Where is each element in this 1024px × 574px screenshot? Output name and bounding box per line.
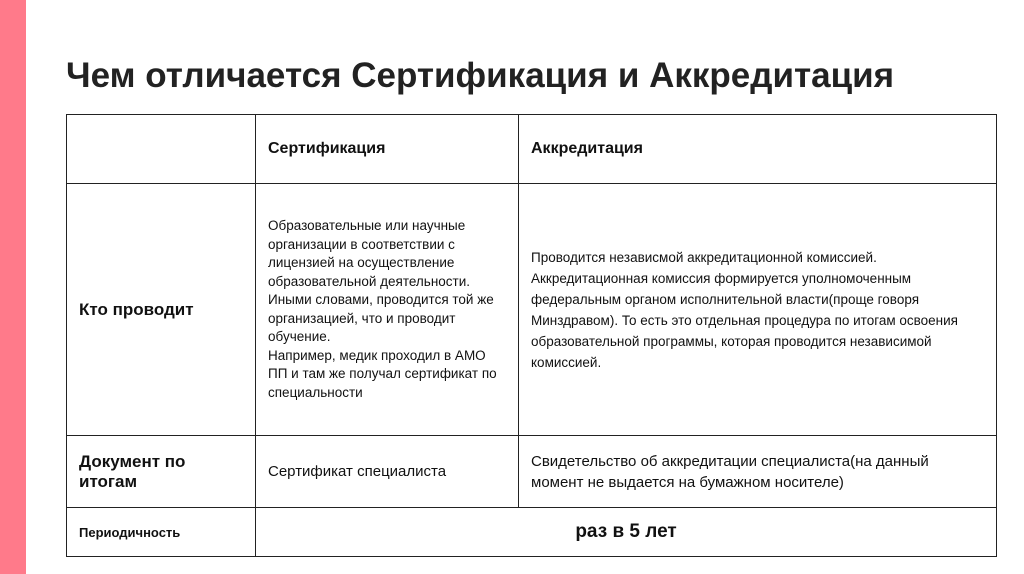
table-row [67, 436, 997, 508]
header-accreditation: Аккредитация [519, 115, 997, 184]
cell-accreditation: Свидетельство об аккредитации специалиста(на данный момент не выдается на бумажном носителе) [519, 436, 997, 508]
comparison-table [66, 114, 997, 557]
cell-text: Иными словами, проводится той же организацией, что и проводит обучение. [268, 292, 494, 344]
header-empty [67, 115, 256, 184]
row-label: Периодичность [67, 508, 256, 557]
table-header-row [67, 115, 997, 184]
cell-certification [256, 184, 519, 436]
header-certification: Сертификация [256, 115, 519, 184]
table-row [67, 184, 997, 436]
cell-text: Образовательные или научные организации в соответствии с лицензией на осуществление образовательной деятельности. [268, 218, 471, 289]
row-label: Документ по итогам [67, 436, 256, 508]
cell-accreditation: Проводится независмой аккредитационной комиссией. Аккредитационная комиссия формируется уполномоченным федеральным органом исполнительной власти(проще говоря Минздравом). То есть это отдельная процедура по итогам освоения образовательной программы, которая проводится независимой комиссией. [519, 184, 997, 436]
cell-periodicity: раз в 5 лет [256, 508, 997, 557]
accent-bar [0, 0, 26, 574]
page-title: Чем отличается Сертификация и Аккредитация [66, 56, 895, 95]
row-label: Кто проводит [67, 184, 256, 436]
cell-certification: Сертификат специалиста [256, 436, 519, 508]
table-row [67, 508, 997, 557]
cell-text: Например, медик проходил в АМО ПП и там же получал сертификат по специальности [268, 347, 497, 400]
